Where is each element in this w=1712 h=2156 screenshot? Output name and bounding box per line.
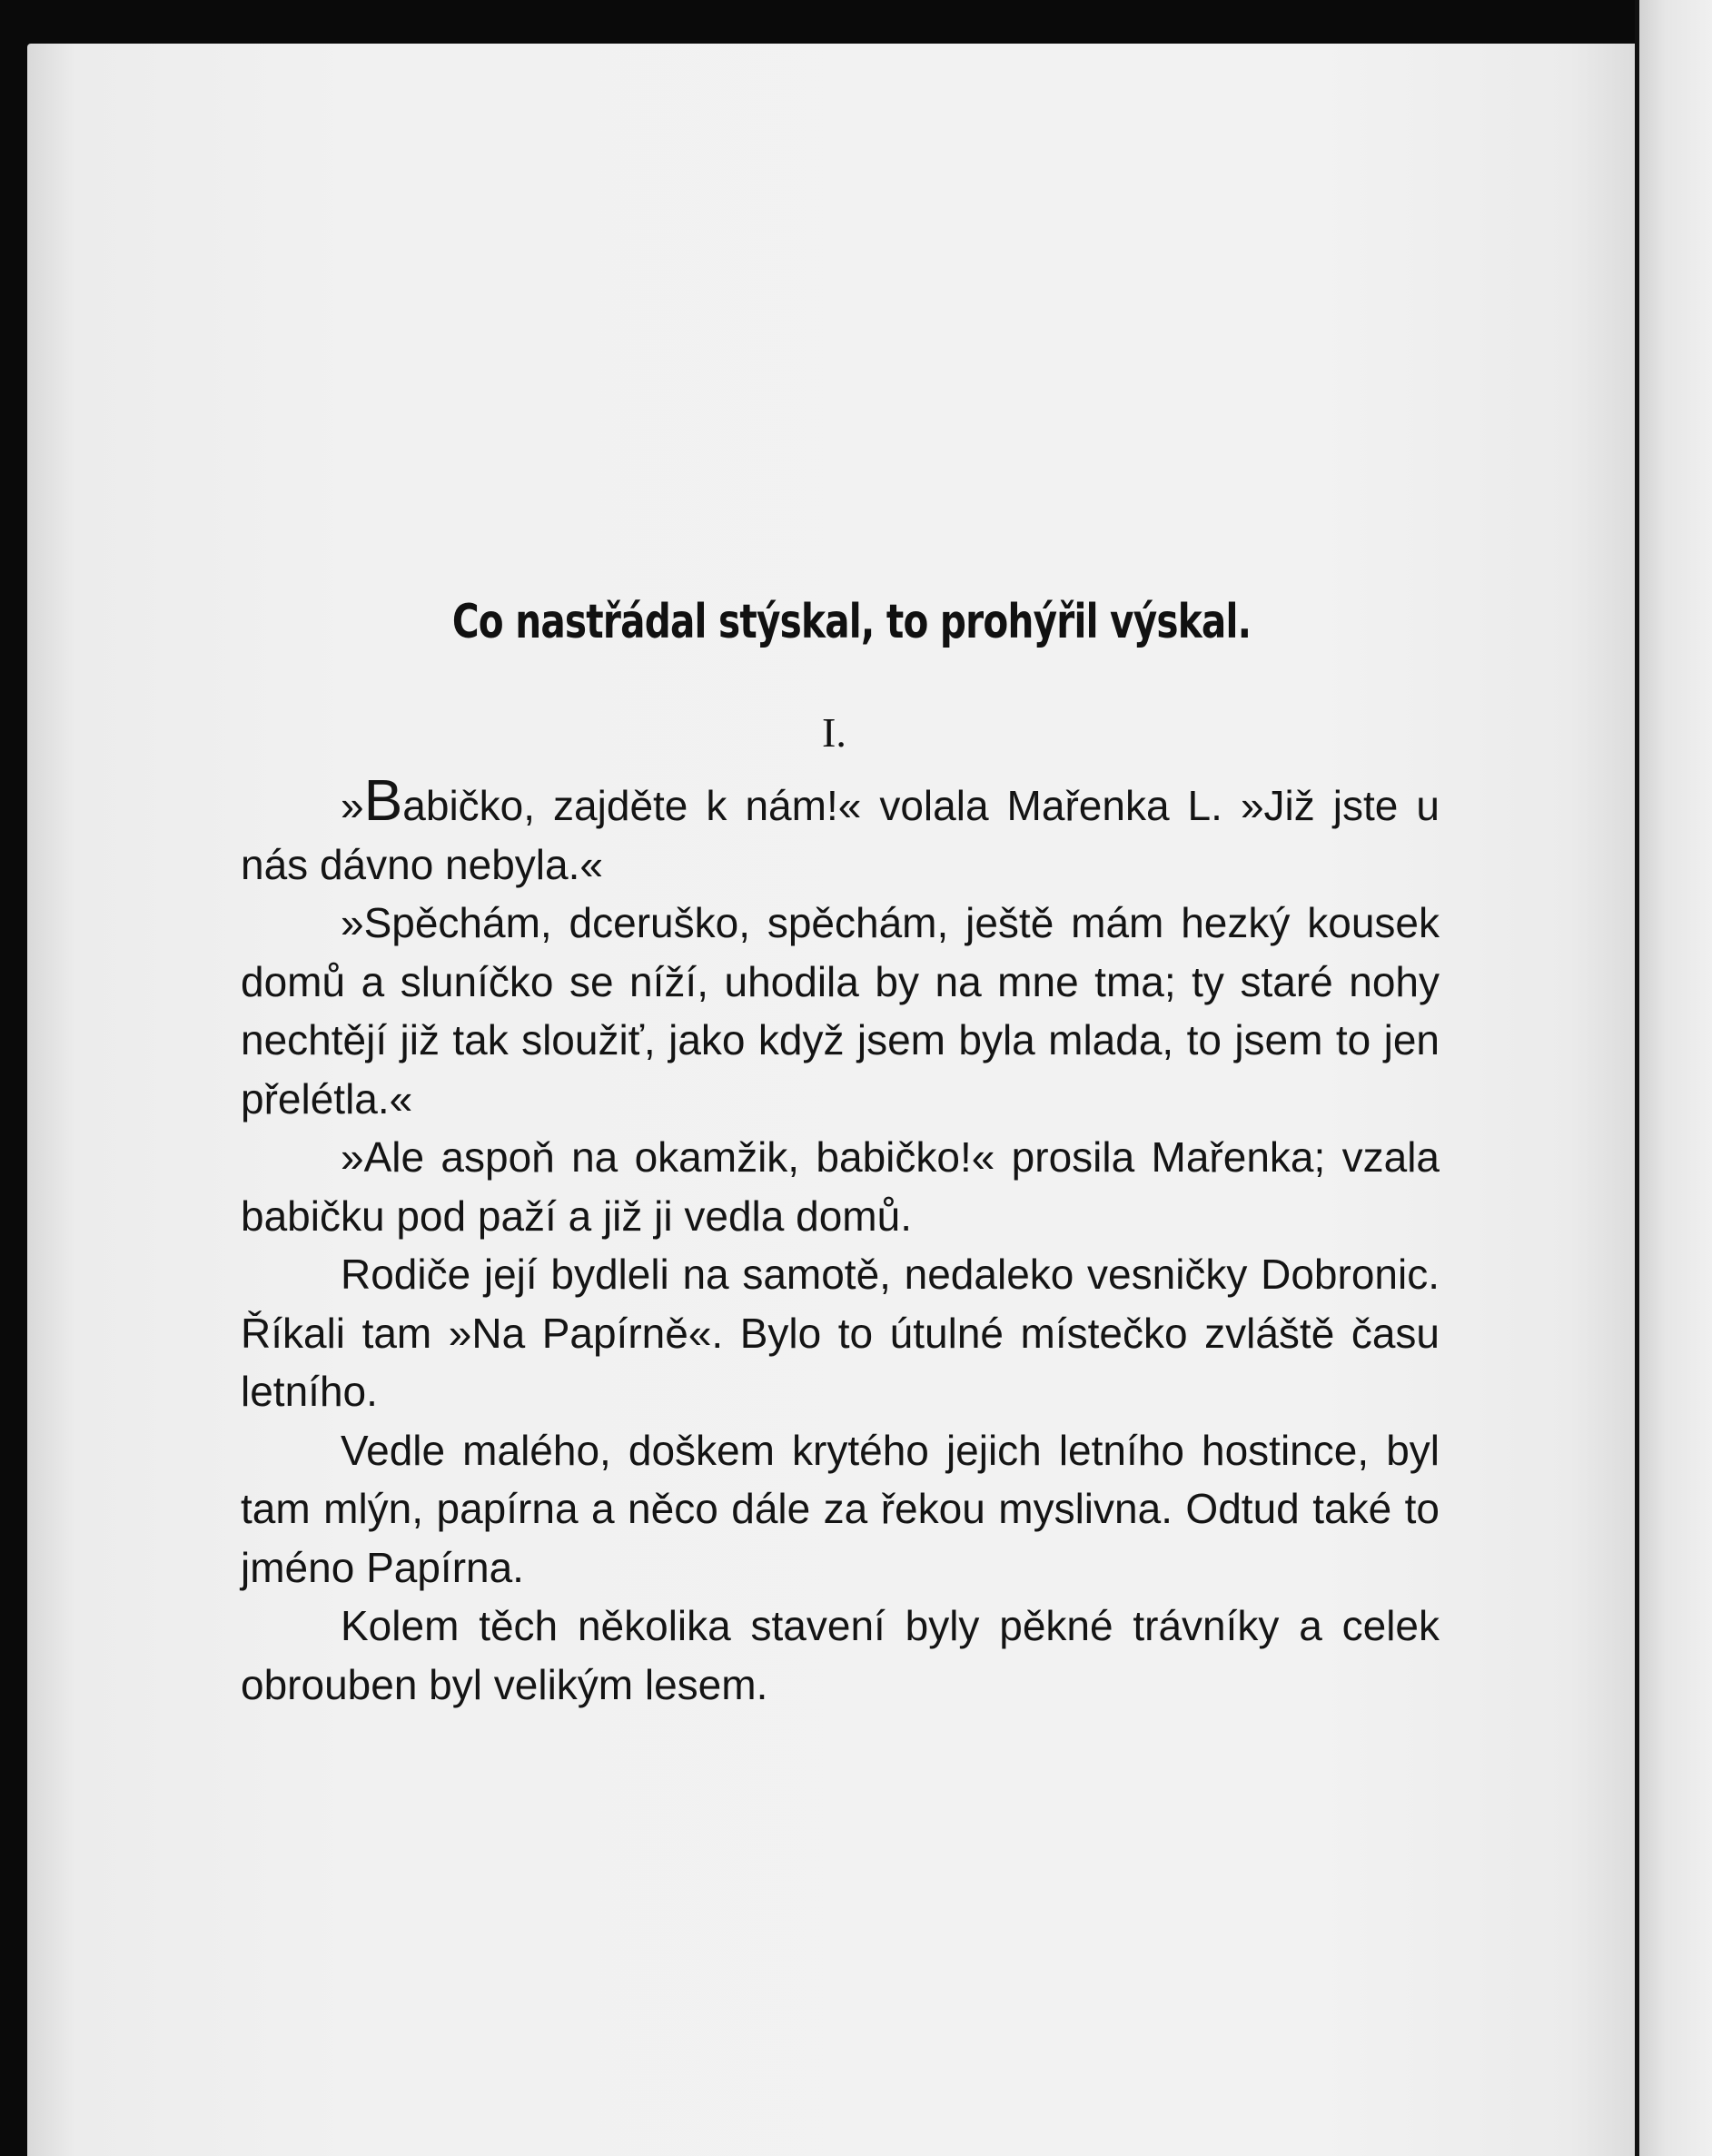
paragraph-text: abičko, zajděte k nám!« volala Mařenka L. »Již jste u nás dávno nebyla.« <box>241 782 1440 888</box>
page-gutter-line <box>1635 0 1639 2156</box>
opening-quote: » <box>341 782 364 829</box>
paragraph: Kolem těch několika stavení byly pěkné trávníky a celek obrouben byl velikým lesem. <box>241 1602 1440 1708</box>
paragraph: Rodiče její bydleli na samotě, nedaleko vesničky Dobronic. Říkali tam »Na Papírně«. Bylo to útulné místečko zvláště času letního. <box>241 1251 1440 1415</box>
adjacent-page-edge <box>1635 0 1712 2156</box>
paragraph: »Spěchám, dceruško, spěchám, ještě mám hezký kousek domů a sluníčko se níží, uhodila by na mne tma; ty staré nohy nechtějí již tak sloužiť, jako když jsem byla mlada, to jsem to jen přelétla.« <box>241 899 1440 1123</box>
chapter-number: I. <box>822 709 846 756</box>
paragraph <box>241 767 1440 894</box>
paragraph: Vedle malého, doškem krytého jejich letního hostince, byl tam mlýn, papírna a něco dále za řekou myslivna. Odtud také to jméno Papírna. <box>241 1426 1440 1591</box>
body-text <box>241 767 1440 1714</box>
story-title: Co nastřádal stýskal, to prohýřil výskal. <box>451 595 1252 649</box>
initial-letter: B <box>363 767 403 833</box>
scan-border-top <box>0 0 1712 36</box>
paragraph: »Ale aspoň na okamžik, babičko!« prosila Mařenka; vzala babičku pod paží a již ji vedla domů. <box>241 1133 1440 1240</box>
